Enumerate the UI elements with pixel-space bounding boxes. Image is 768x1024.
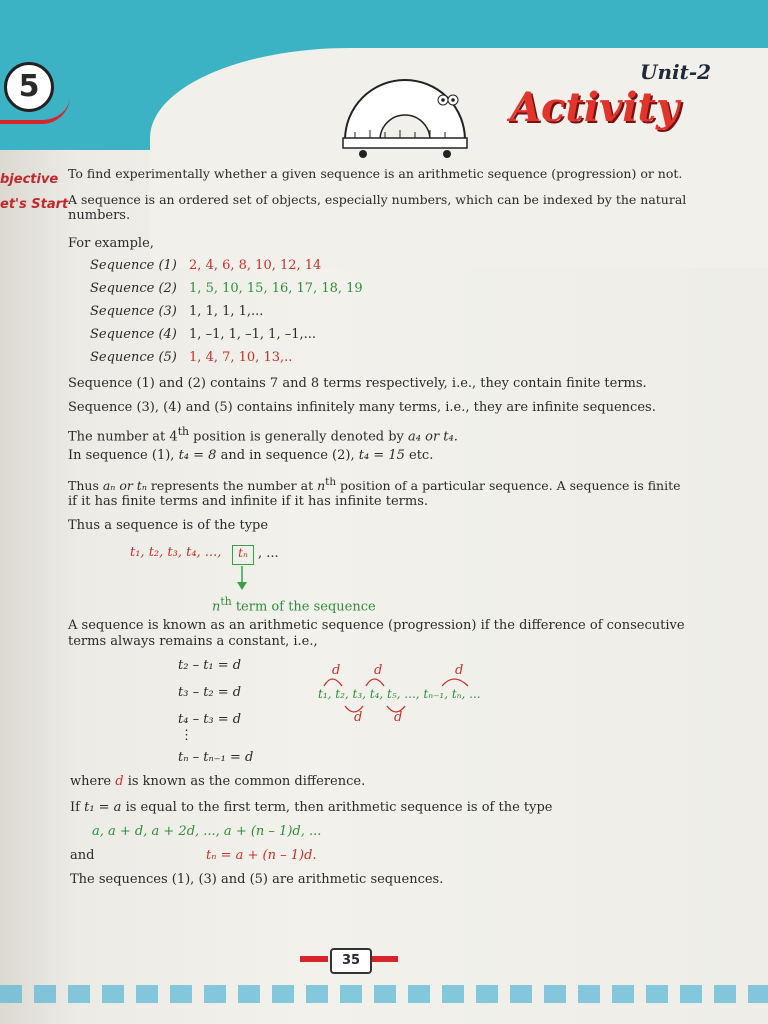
common-difference-label: d [374, 663, 383, 678]
common-difference-label: d [455, 663, 464, 678]
paragraph-example-terms [68, 448, 433, 464]
text-fragment: etc. [404, 448, 434, 463]
paragraph-finite-infinite: if it has finite terms and infinite if it has infinite terms. [68, 494, 429, 509]
sequence-label: Sequence (4) [90, 327, 177, 342]
text-fragment: In sequence (1), [68, 448, 179, 463]
superscript: th [220, 595, 232, 608]
activity-number-badge: 5 [4, 62, 54, 112]
definition-line-1: A sequence is an ordered set of objects, especially numbers, which can be indexed by the natural [68, 192, 687, 207]
text-fragment: is equal to the first term, then arithmetic sequence is of the type [121, 800, 553, 815]
sequence-type: t₁, t₂, t₃, t₄, ..., [130, 545, 222, 560]
difference-diagram-sequence: t₁, t₂, t₃, t₄, t₅, ..., tₙ₋₁, tₙ, ... [318, 687, 481, 701]
sequence-row [90, 281, 363, 297]
arithmetic-definition-1: A sequence is known as an arithmetic sequence (progression) if the difference of consecutive [68, 618, 685, 633]
arithmetic-definition-2: terms always remains a constant, i.e., [68, 634, 318, 649]
page-number-bar-left [300, 956, 328, 962]
objective-text: To find experimentally whether a given sequence is an arithmetic sequence (progression) or not. [68, 166, 683, 181]
text-fragment: If [70, 800, 85, 815]
common-difference-label: d [354, 710, 363, 725]
objective-side-label: bjective [0, 172, 59, 187]
math-fragment: t₄ = 15 [358, 448, 405, 463]
sequence-row [90, 327, 316, 343]
math-fragment: n [212, 599, 221, 615]
math-fragment: aₙ or tₙ [102, 478, 147, 494]
arithmetic-sequence-form: a, a + d, a + 2d, ..., a + (n – 1)d, ... [92, 824, 322, 839]
paragraph-infinite: Sequence (3), (4) and (5) contains infinitely many terms, i.e., they are infinite sequences. [68, 400, 656, 415]
page-number: 35 [330, 948, 372, 974]
sequence-row [90, 350, 292, 366]
and-label: and [70, 848, 95, 863]
common-difference-label: d [394, 710, 403, 725]
sequence-type-ellipsis: , ... [258, 546, 279, 561]
math-fragment: t₄ = 8 [178, 448, 217, 463]
sequence-label: Sequence (5) [90, 350, 177, 365]
nth-term-box: tₙ [232, 545, 254, 565]
math-fragment: n [317, 478, 326, 494]
text-fragment: The number at 4 [68, 429, 178, 445]
paragraph-nth-position [68, 474, 681, 494]
text-fragment: term of the sequence [231, 599, 376, 615]
vertical-ellipsis: ⋮ [180, 728, 193, 743]
sequence-row [90, 258, 321, 274]
text-fragment: Thus [68, 478, 103, 494]
sequence-values: 1, 1, 1, 1,... [189, 304, 264, 319]
sequence-label: Sequence (1) [90, 258, 177, 273]
sequence-label: Sequence (3) [90, 304, 177, 319]
nth-term-formula: tₙ = a + (n – 1)d. [206, 848, 317, 863]
definition-line-2: numbers. [68, 208, 131, 223]
page-number-bar-right [370, 956, 398, 962]
text-fragment: and in sequence (2), [216, 448, 359, 463]
unit-label: Unit-2 [640, 60, 712, 84]
text-fragment: represents the number at [146, 478, 318, 494]
text-fragment: position of a particular sequence. A sequence is finite [336, 478, 681, 494]
difference-arcs-diagram [318, 664, 508, 726]
text-fragment: is known as the common difference. [123, 774, 366, 789]
difference-equation: t₂ – t₁ = d [178, 658, 242, 673]
difference-equation: t₃ – t₂ = d [178, 685, 242, 700]
for-example: For example, [68, 236, 154, 251]
sequence-values: 1, 5, 10, 15, 16, 17, 18, 19 [189, 281, 363, 296]
text-fragment: where [70, 774, 116, 789]
sequence-label: Sequence (2) [90, 281, 177, 296]
math-fragment: d [115, 774, 124, 789]
lets-start-side-label: et's Start [0, 197, 69, 212]
sequence-row [90, 304, 263, 320]
difference-equation: t₄ – t₃ = d [178, 712, 242, 727]
common-difference-note [70, 774, 365, 790]
paragraph-fourth-position [68, 424, 458, 445]
footer-dash-decoration [0, 985, 768, 1003]
math-fragment: a₄ or t₄. [408, 429, 458, 445]
common-difference-label: d [332, 663, 341, 678]
sequence-values: 1, 4, 7, 10, 13,.. [189, 350, 293, 365]
nth-term-caption [212, 594, 376, 615]
paragraph-finite: Sequence (1) and (2) contains 7 and 8 terms respectively, i.e., they contain finite terms. [68, 376, 647, 391]
down-arrow-icon [234, 566, 250, 592]
superscript: th [325, 476, 337, 488]
superscript: th [177, 425, 190, 438]
activity-title: Activity [510, 84, 680, 131]
sequence-values: 2, 4, 6, 8, 10, 12, 14 [189, 258, 322, 273]
conclusion-text: The sequences (1), (3) and (5) are arithmetic sequences. [70, 872, 444, 887]
difference-equation: tₙ – tₙ₋₁ = d [178, 750, 254, 765]
math-fragment: t₁ = a [84, 800, 122, 815]
first-term-note [70, 800, 553, 816]
sequence-values: 1, –1, 1, –1, 1, –1,... [189, 327, 317, 342]
text-fragment: position is generally denoted by [189, 429, 409, 445]
paragraph-type-intro: Thus a sequence is of the type [68, 518, 269, 533]
protractor-mascot-icon [335, 70, 475, 160]
